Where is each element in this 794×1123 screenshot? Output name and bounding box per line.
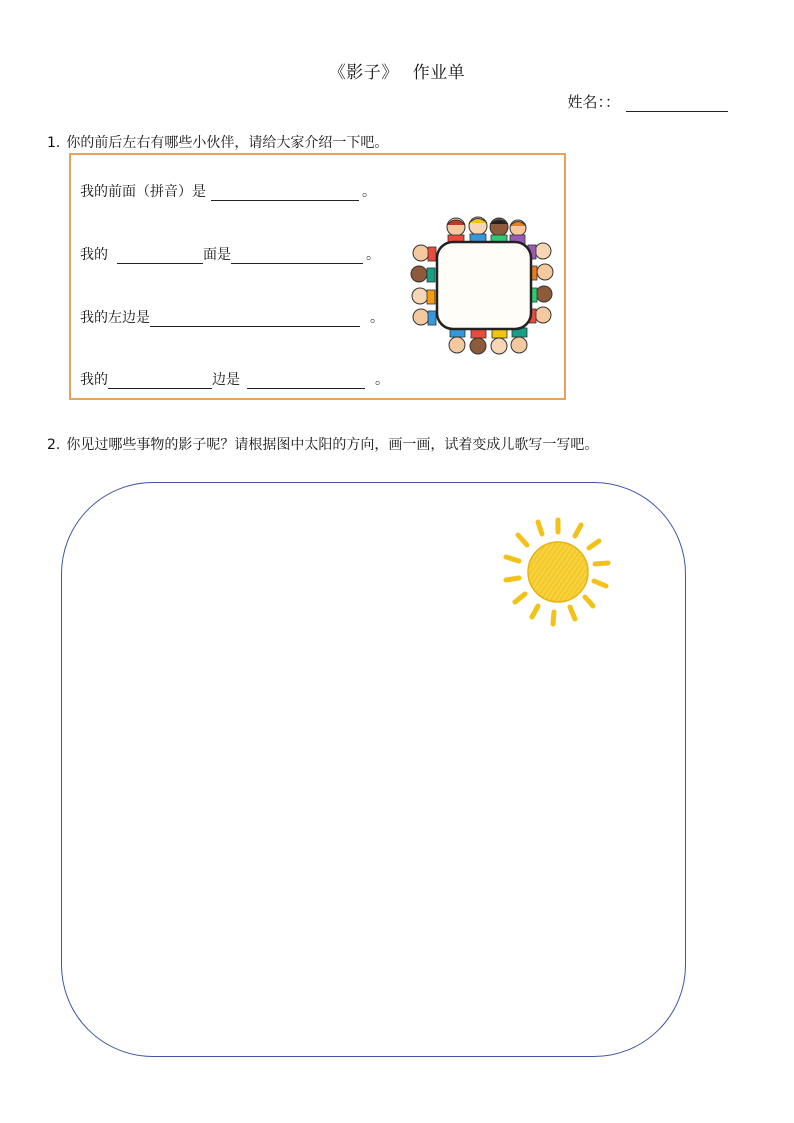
- name-label: 姓名：：: [567, 93, 620, 111]
- blank-direction-name[interactable]: [231, 249, 363, 264]
- fill-row-left-prefix: 我的左边是: [80, 310, 150, 326]
- title-lesson: 《影子》: [328, 63, 399, 83]
- blank-side[interactable]: [108, 374, 212, 389]
- blank-side-name[interactable]: [247, 374, 365, 389]
- kid-face-icon: [447, 217, 526, 244]
- name-field-row: [567, 91, 728, 112]
- page-title: [0, 58, 794, 83]
- fill-row-side-suffix: 。: [375, 372, 389, 388]
- kid-face-icon: [449, 328, 527, 354]
- question-2-prompt: [47, 434, 598, 454]
- fill-row-side-prefix: 我的: [80, 372, 108, 388]
- fill-row-direction-prefix: 我的: [80, 247, 108, 263]
- fill-row-front-suffix: 。: [362, 184, 376, 200]
- fill-row-front-prefix: 我的前面（拼音）是: [80, 184, 206, 200]
- fill-row-direction-middle: 面是: [203, 247, 231, 263]
- question-1-text: 你的前后左右有哪些小伙伴，请给大家介绍一下吧。: [66, 135, 389, 151]
- children-around-table-illustration: [406, 213, 558, 359]
- fill-row-direction-suffix: 。: [366, 247, 380, 263]
- title-worksheet: 作业单: [412, 63, 466, 83]
- kid-face-icon: [411, 245, 436, 325]
- question-2-number: 2.: [47, 437, 61, 453]
- sun-icon: [498, 514, 618, 632]
- table-shape: [437, 242, 531, 329]
- blank-front-name[interactable]: [211, 186, 359, 201]
- fill-row-front: [80, 181, 376, 201]
- question-1-prompt: [47, 132, 388, 152]
- fill-row-side-middle: 边是: [212, 372, 240, 388]
- fill-row-side: [80, 369, 389, 389]
- name-blank[interactable]: [626, 97, 728, 112]
- fill-row-left-suffix: 。: [370, 310, 384, 326]
- fill-row-direction: [80, 244, 380, 264]
- blank-direction[interactable]: [117, 249, 203, 264]
- fill-row-left: [80, 307, 384, 327]
- question-2-text: 你见过哪些事物的影子呢？请根据图中太阳的方向，画一画，试着变成儿歌写一写吧。: [66, 437, 599, 453]
- question-1-number: 1.: [47, 135, 61, 151]
- blank-left-name[interactable]: [150, 312, 360, 327]
